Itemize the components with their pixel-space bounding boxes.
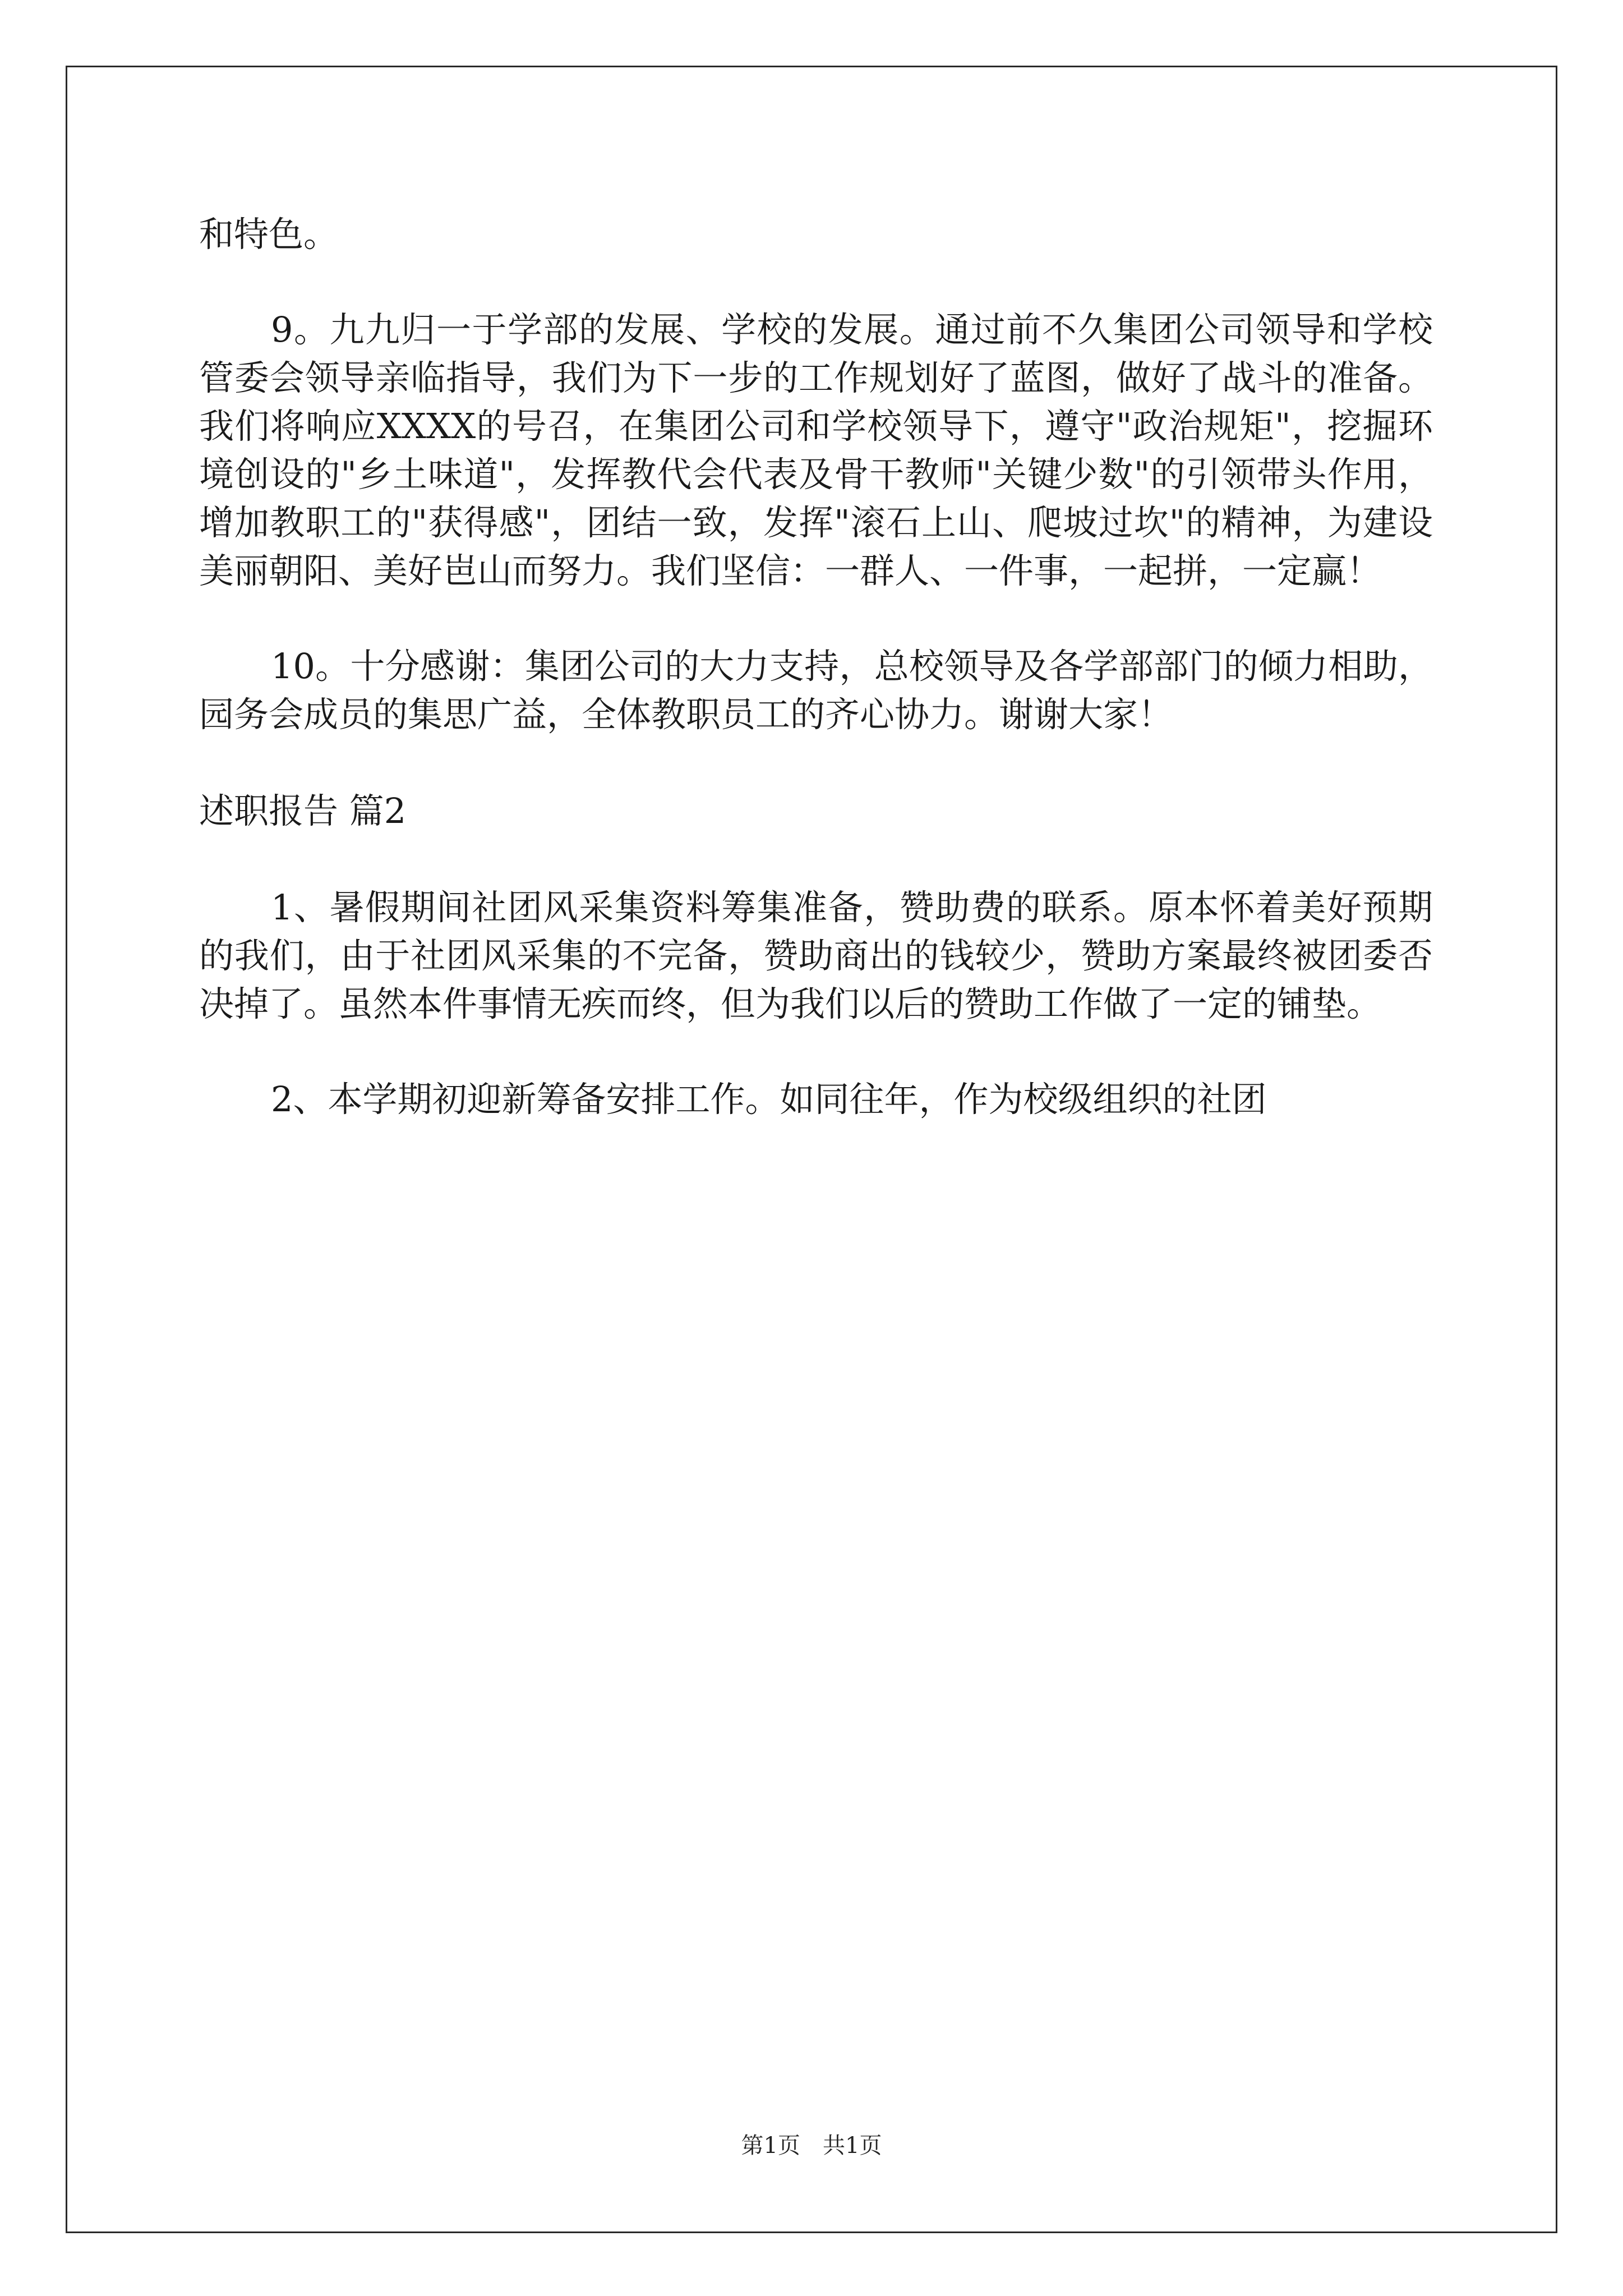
page-footer: [0, 2132, 1623, 2160]
paragraph-continuation: 和特色。: [199, 214, 339, 255]
page-total: 共1页: [823, 2133, 882, 2159]
paragraph-item-9: 9。九九归一于学部的发展、学校的发展。通过前不久集团公司领导和学校管委会领导亲临指导，我们为下一步的工作规划好了蓝图，做好了战斗的准备。我们将响应XXXX的号召，在集团公司和学校领导下，遵守"政治规矩"，挖掘环境创设的"乡土味道"，发挥教代会代表及骨干教师"关键少数"的引领带头作用，增加教职工的"获得感"，团结一致，发挥"滚石上山、爬坡过坎"的精神，为建设美丽朝阳、美好岜山而努力。我们坚信：一群人、一件事，一起拼，一定赢！: [199, 309, 1433, 591]
section-heading: 述职报告 篇2: [199, 790, 407, 831]
paragraph-section2-item-2: 2、本学期初迎新筹备安排工作。如同往年，作为校级组织的社团: [271, 1079, 1267, 1120]
paragraph-section2-item-1: 1、暑假期间社团风采集资料筹集准备，赞助费的联系。原本怀着美好预期的我们，由于社团风采集的不完备，赞助商出的钱较少，赞助方案最终被团委否决掉了。虽然本件事情无疾而终，但为我们以后的赞助工作做了一定的铺垫。: [199, 887, 1433, 1024]
document-body: [199, 210, 1433, 1124]
paragraph-item-10: 10。十分感谢：集团公司的大力支持，总校领导及各学部部门的倾力相助，园务会成员的集思广益，全体教职员工的齐心协力。谢谢大家！: [199, 646, 1433, 735]
page-number: 第1页: [741, 2133, 800, 2159]
